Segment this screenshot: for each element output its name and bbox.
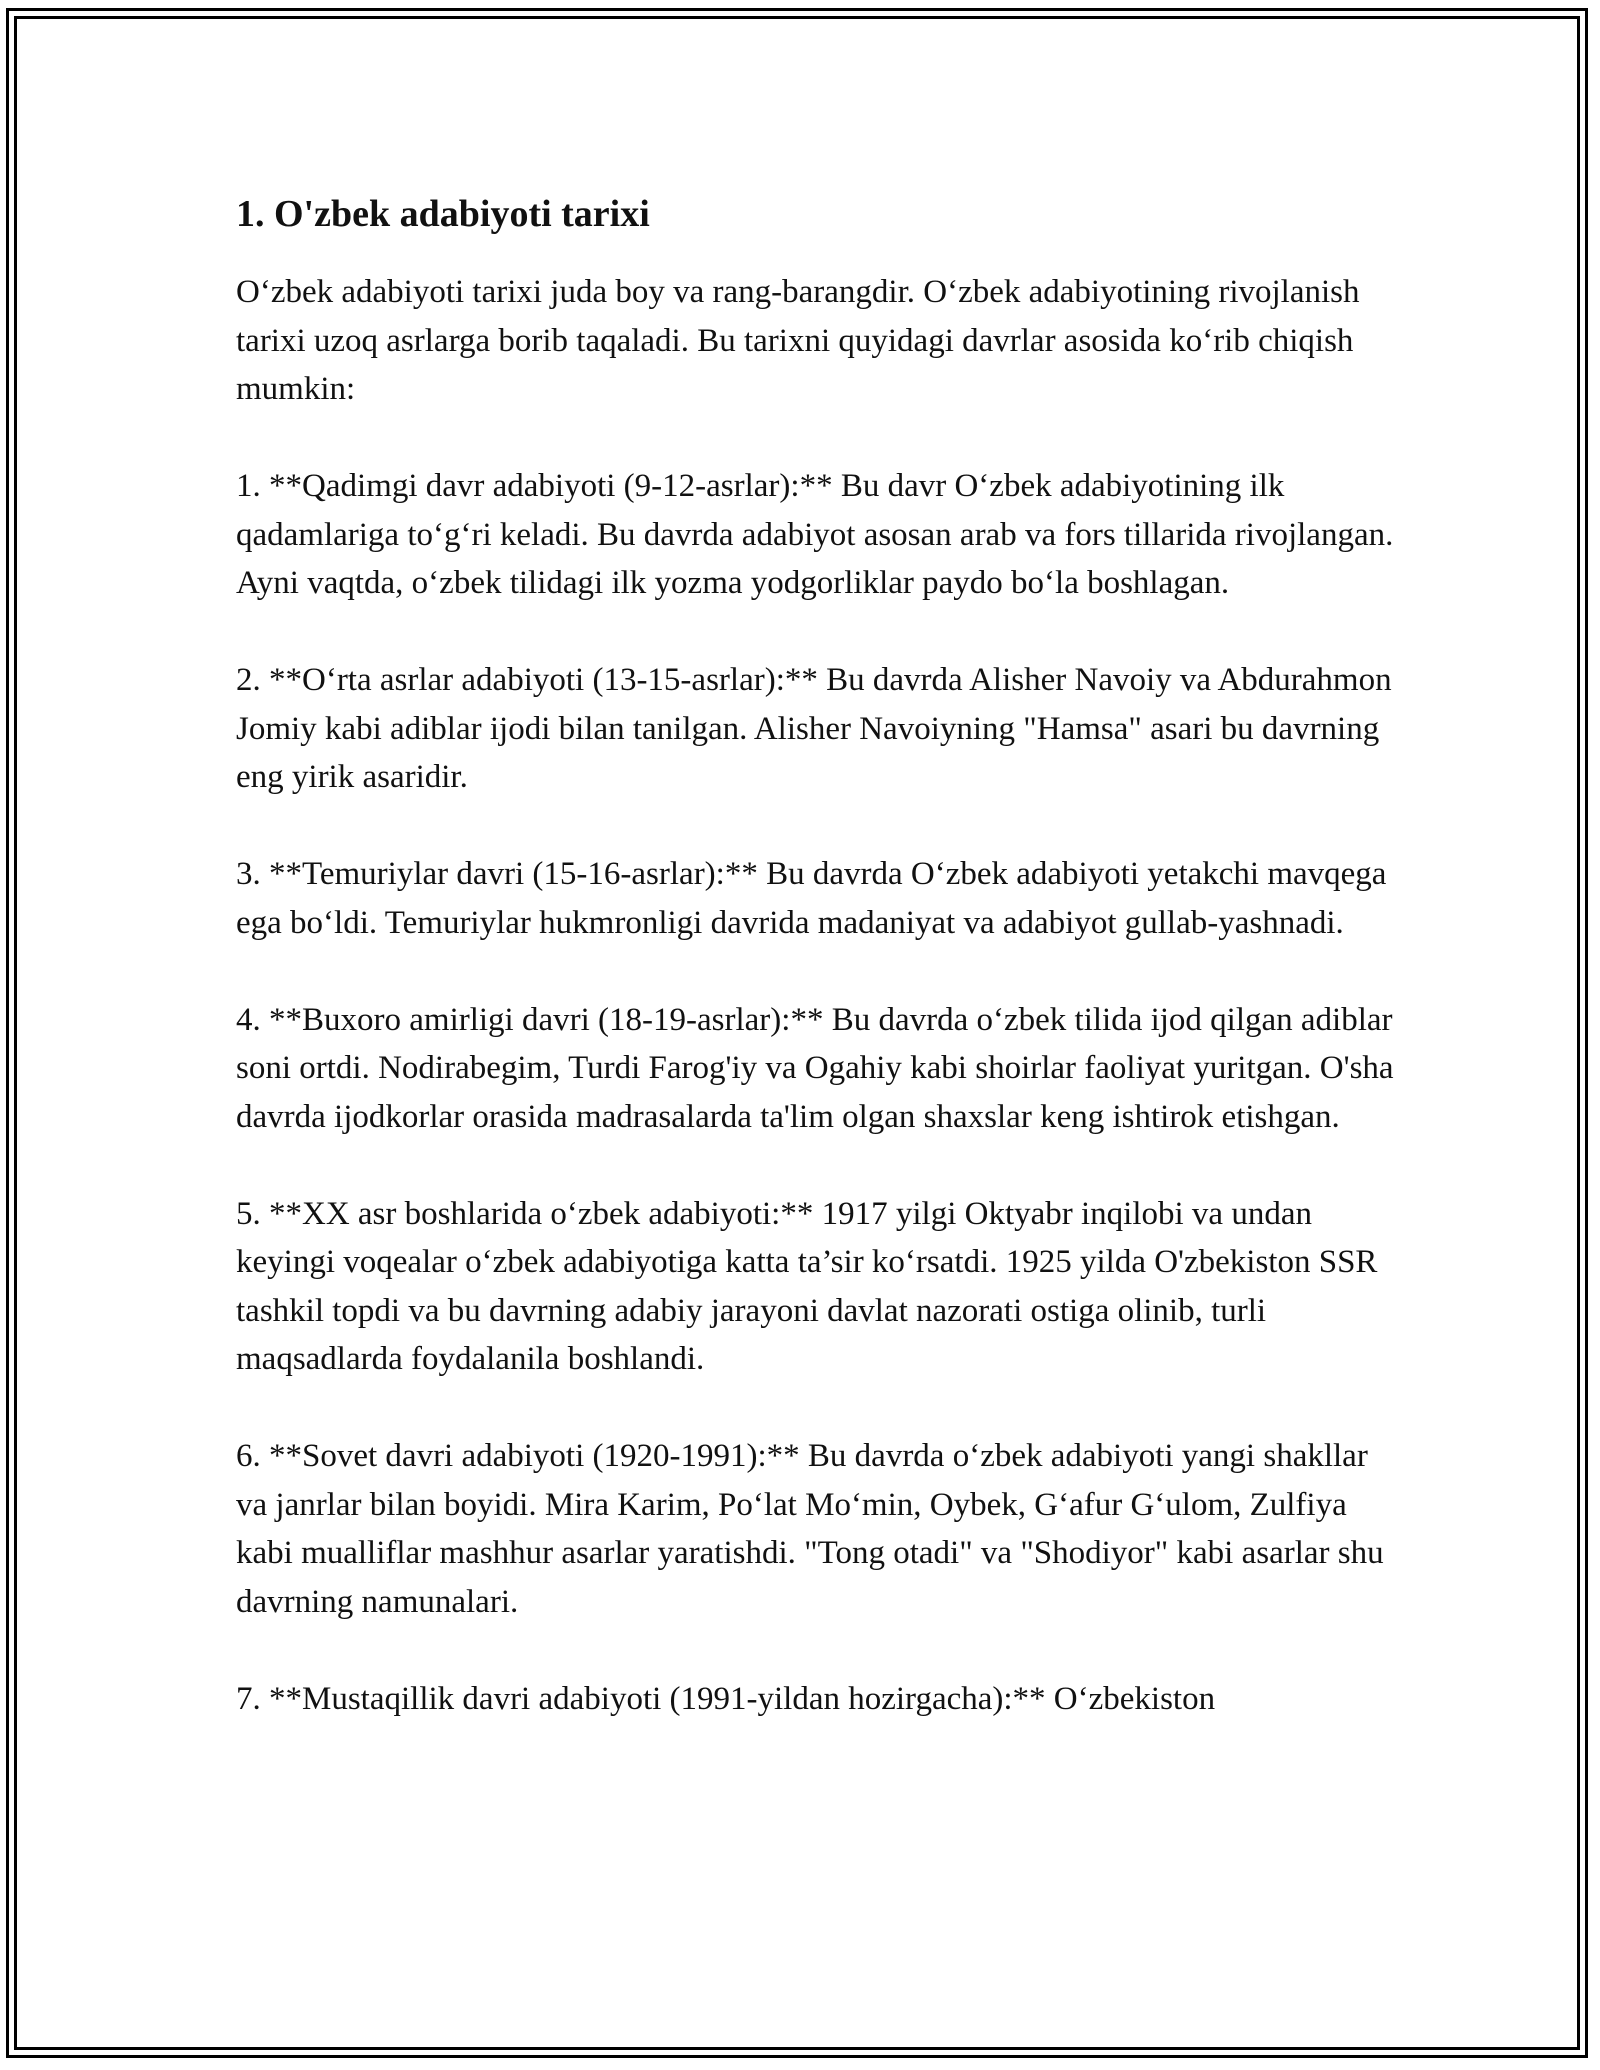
period-paragraph-5: 5. **XX asr boshlarida o‘zbek adabiyoti:** 1917 yilgi Oktyabr inqilobi va undan keyingi voqealar o‘zbek adabiyotiga katta ta’sir ko‘rsatdi. 1925 yilda O'zbekiston SSR tashkil topdi va bu davrning adabiy jarayoni davlat nazorati ostiga olinib, turli maqsadlarda foydalanila boshlandi. (236, 1195, 1378, 1377)
period-paragraph-2: 2. **O‘rta asrlar adabiyoti (13-15-asrlar):** Bu davrda Alisher Navoiy va Abdurahmon Jomiy kabi adiblar ijodi bilan tanilgan. Alisher Navoiyning "Hamsa" asari bu davrning eng yirik asaridir. (236, 662, 1392, 795)
period-paragraph-6: 6. **Sovet davri adabiyoti (1920-1991):** Bu davrda o‘zbek adabiyoti yangi shakllar va janrlar bilan boyidi. Mira Karim, Po‘lat Mo‘min, Oybek, G‘afur G‘ulom, Zulfiya kabi mualliflar mashhur asarlar yaratishdi. "Tong otadi" va "Shodiyor" kabi asarlar shu davrning namunalari. (236, 1438, 1384, 1620)
period-paragraph-1: 1. **Qadimgi davr adabiyoti (9-12-asrlar):** Bu davr O‘zbek adabiyotining ilk qadamlariga to‘g‘ri keladi. Bu davrda adabiyot asosan arab va fors tillarida rivojlangan. Ayni vaqtda, o‘zbek tilidagi ilk yozma yodgorliklar paydo bo‘la boshlagan. (236, 468, 1394, 601)
document-body (236, 188, 1406, 1772)
period-paragraph-7: 7. **Mustaqillik davri adabiyoti (1991-yildan hozirgacha):** O‘zbekiston (236, 1680, 1216, 1717)
period-paragraph-3: 3. **Temuriylar davri (15-16-asrlar):** Bu davrda O‘zbek adabiyoti yetakchi mavqega ega bo‘ldi. Temuriylar hukmronligi davrida madaniyat va adabiyot gullab-yashnadi. (236, 856, 1387, 941)
period-paragraph-4: 4. **Buxoro amirligi davri (18-19-asrlar):** Bu davrda o‘zbek tilida ijod qilgan adiblar soni ortdi. Nodirabegim, Turdi Farog'iy va Ogahiy kabi shoirlar faoliyat yuritgan. O'sha davrda ijodkorlar orasida madrasalarda ta'lim olgan shaxslar keng ishtirok etishgan. (236, 1001, 1394, 1135)
intro-paragraph: O‘zbek adabiyoti tarixi juda boy va rang-barangdir. O‘zbek adabiyotining rivojlanish tarixi uzoq asrlarga borib taqaladi. Bu tarixni quyidagi davrlar asosida ko‘rib chiqish mumkin: (236, 274, 1360, 407)
page-title: 1. O'zbek adabiyoti tarixi (236, 193, 650, 235)
